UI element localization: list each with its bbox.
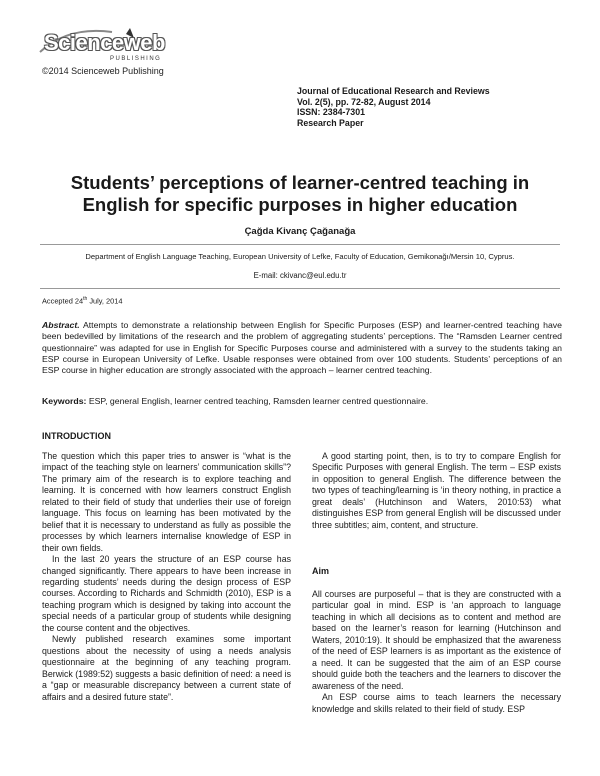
copyright-notice: ©2014 Scienceweb Publishing [42, 66, 164, 76]
section-heading-aim: Aim [312, 566, 330, 576]
keywords [42, 396, 562, 406]
divider [40, 288, 560, 289]
paragraph: Newly published research examines some important questions about the necessity of using a needs analysis questionnaire at the beginning of any teaching program. Berwick (1989:52) suggests a basic definition of need: a need is a “gap or measurable discrepancy between a current state of affairs and a desired future state”. [42, 634, 291, 702]
author-email: E-mail: ckivanc@eul.edu.tr [253, 271, 347, 280]
body-right-column-top [312, 451, 561, 531]
article-type: Research Paper [297, 117, 364, 128]
body-left-column [42, 451, 291, 703]
paper-title: Students’ perceptions of learner-centred teaching in English for specific purposes in higher education [70, 172, 530, 215]
accepted-date [42, 296, 122, 305]
abstract-label: Abstract. [42, 320, 80, 330]
logo-subtitle: PUBLISHING [110, 56, 162, 62]
body-right-column-aim [312, 589, 561, 715]
abstract [42, 320, 562, 376]
divider [40, 244, 560, 245]
journal-info [297, 86, 490, 128]
accepted-suffix: July, 2014 [87, 296, 123, 306]
paragraph: In the last 20 years the structure of an ESP course has changed significantly. There appears to have been increase in regarding students’ needs during the design process of ESP courses. According to Richards and Schmidth (2010), ESP is a teaching program which is designed by taking into account the special needs of a particular group of students while designing the course content and the objectives. [42, 554, 291, 633]
logo-wordmark: Scienceweb [44, 30, 165, 55]
author-name: Çağda Kivanç Çağanağa [244, 226, 356, 237]
publisher-logo [38, 22, 165, 66]
journal-issn: ISSN: 2384-7301 [297, 107, 365, 118]
journal-name: Journal of Educational Research and Reviews [297, 86, 490, 96]
accepted-sup: th [83, 296, 88, 302]
paragraph: A good starting point, then, is to try to compare English for Specific Purposes with general English. The term – ESP exists in opposition to general English. The difference between the two types of teaching/learning is ‘in theory nothing, in practice a great deals’ (Hutchinson and Waters, 2010:53) what distinguishes ESP from general English will be discussed under three subtitles; aim, content, and structure. [312, 451, 561, 530]
journal-volume: Vol. 2(5), pp. 72-82, August 2014 [297, 96, 431, 107]
paragraph: An ESP course aims to teach learners the necessary knowledge and skills related to their field of study. ESP [312, 692, 561, 714]
keywords-text: ESP, general English, learner centred teaching, Ramsden learner centred questionnaire. [86, 396, 429, 406]
accepted-prefix: Accepted 24 [42, 296, 84, 306]
paragraph: The question which this paper tries to answer is “what is the impact of the teaching style on learners’ communication skills”? The primary aim of the research is to explore teaching and learning. It is concerned with how learners construct English related to their field of study that underlies their use of foreign language. This focus on learning has been motivated by the belief that it is necessary to understand as fully as possible the processes by which learners internalise knowledge of ESP in their own fields. [42, 451, 291, 553]
abstract-text: Attempts to demonstrate a relationship between English for Specific Purposes (ESP) and learner-centred teaching have been bedevilled by limitations of the research and the problem of aggregating students’ perceptions. The “Ramsden Learner centred questionnaire” was adapted for use in English for Specific Purposes course and administered with a survey to the students taking an ESP course in European University of Lefke. Usable responses were obtained from over 100 students. Students’ perceptions of an ESP course in higher education are strongly associated with the approach – learner centred teaching. [42, 320, 562, 376]
keywords-label: Keywords: [42, 396, 87, 406]
paragraph: All courses are purposeful – that is they are constructed with a particular goal in mind. ESP is ‘an approach to language teaching in which all decisions as to content and method are based on the learner’s reason for learning (Hutchinson and Waters, 2010:19). It should be emphasized that the awareness of the need of ESP learners is as important as the existence of a need. It can be suggested that the aim of an ESP course should guide both the teachers and the learners to discover the awareness of the need. [312, 589, 561, 691]
author-affiliation: Department of English Language Teaching, European University of Lefke, Faculty of Education, Gemikonağı/Mersin 10, Cyprus. [85, 252, 515, 261]
section-heading-introduction: INTRODUCTION [42, 431, 111, 441]
